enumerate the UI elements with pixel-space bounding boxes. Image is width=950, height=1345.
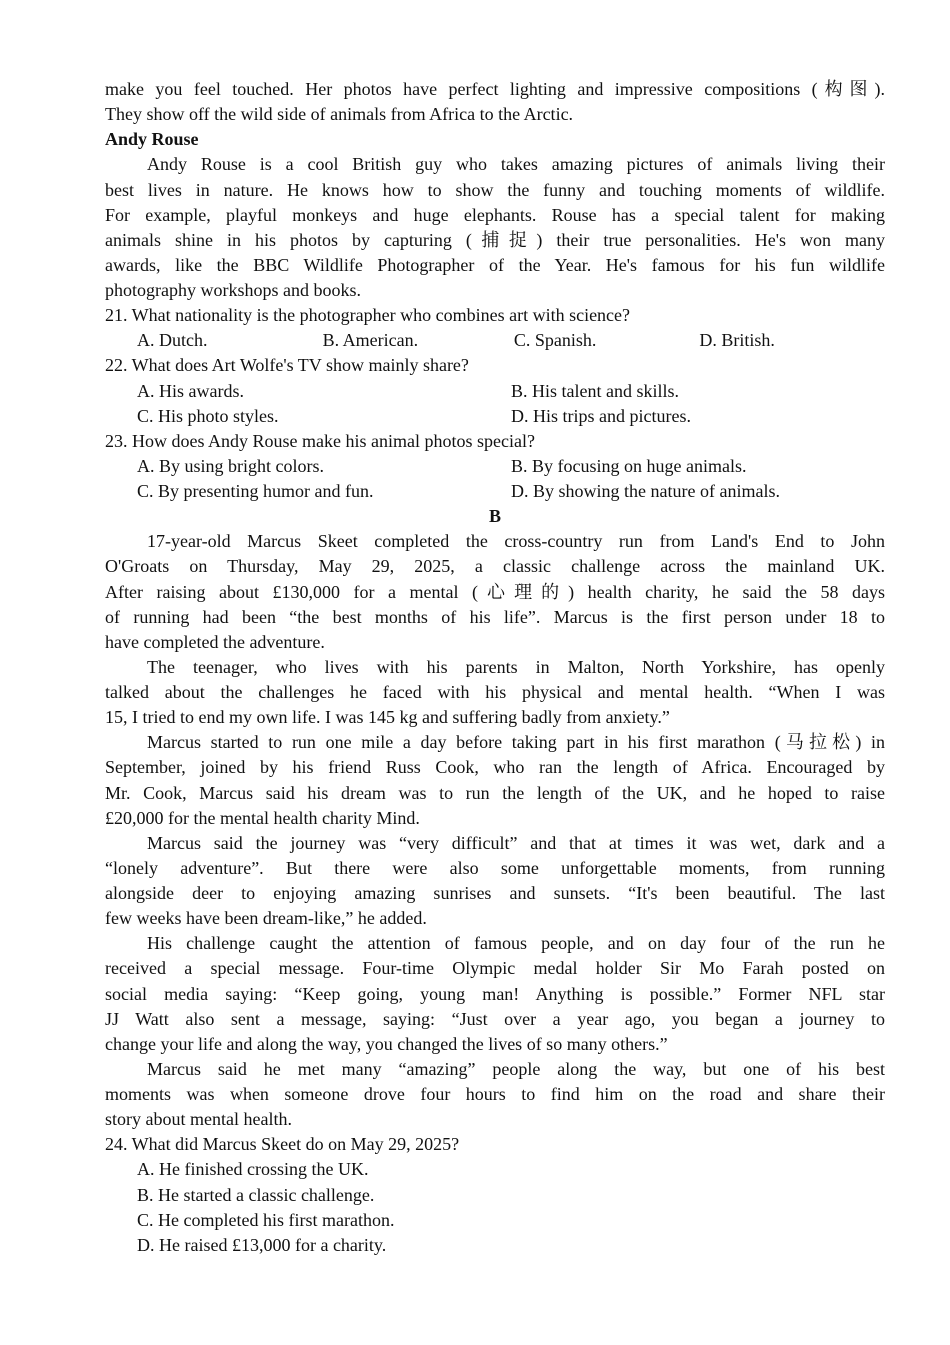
paragraph (105, 1057, 885, 1132)
text-line: O'Groats on Thursday, May 29, 2025, a classic challenge across the mainland UK. (105, 556, 885, 577)
paragraph (105, 77, 885, 127)
answer-options-row (105, 479, 885, 504)
answer-options-row (105, 454, 885, 479)
text-line: animals shine in his photos by capturing (捕捉) their true personalities. He's won many (105, 229, 885, 250)
paragraph (105, 152, 885, 303)
answer-option: C. He completed his first marathon. (137, 1209, 395, 1230)
question-stem: 23. How does Andy Rouse make his animal photos special? (105, 430, 535, 451)
answer-option: B. By focusing on huge animals. (511, 455, 747, 476)
answer-option: C. By presenting humor and fun. (137, 481, 374, 501)
answer-options-row (105, 328, 885, 353)
text-line: 17-year-old Marcus Skeet completed the cross-country run from Land's End to John (147, 531, 885, 552)
text-line: of running had been “the best months of his life”. Marcus is the first person under 18 to (105, 606, 885, 627)
text-line: Marcus started to run one mile a day before taking part in his first marathon (马拉松) in (147, 732, 885, 753)
answer-option: D. He raised £13,000 for a charity. (137, 1234, 387, 1255)
text-line: best lives in nature. He knows how to show the funny and touching moments of wildlife. (105, 179, 885, 200)
text-line: After raising about £130,000 for a mental (心理的) health charity, he said the 58 days (105, 581, 885, 602)
text-line: moments was when someone drove four hours to find him on the road and share their (105, 1084, 885, 1104)
text-line: For example, playful monkeys and huge elephants. Rouse has a special talent for making (105, 204, 885, 225)
question-stem: 24. What did Marcus Skeet do on May 29, 2025? (105, 1134, 460, 1155)
paragraph (105, 655, 885, 730)
answer-option: A. He finished crossing the UK. (137, 1159, 369, 1180)
text-line: photography workshops and books. (105, 280, 361, 300)
paragraph (105, 931, 885, 1057)
answer-option: A. Dutch. (137, 330, 208, 351)
question-stem: 21. What nationality is the photographer who combines art with science? (105, 305, 631, 326)
paragraph (105, 831, 885, 932)
answer-options-row (105, 404, 885, 429)
text-line: change your life and along the way, you changed the lives of so many others.” (105, 1033, 668, 1054)
answer-option: D. His trips and pictures. (511, 405, 691, 426)
answer-option: D. By showing the nature of animals. (511, 481, 780, 501)
text-line: His challenge caught the attention of famous people, and on day four of the run he (147, 933, 885, 954)
text-line: 15, I tried to end my own life. I was 145 kg and suffering badly from anxiety.” (105, 707, 670, 728)
text-line: £20,000 for the mental health charity Mind. (105, 807, 420, 828)
section-label: B (488, 506, 501, 527)
text-line: September, joined by his friend Russ Cook, who ran the length of Africa. Encouraged by (105, 757, 885, 778)
text-line: make you feel touched. Her photos have perfect lighting and impressive compositions (构图). (105, 79, 885, 99)
text-line: Mr. Cook, Marcus said his dream was to run the length of the UK, and he hoped to raise (105, 782, 885, 803)
text-line: Marcus said he met many “amazing” people along the way, but one of his best (147, 1058, 885, 1079)
text-line: talked about the challenges he faced with his physical and mental health. “When I was (105, 682, 885, 702)
paragraph (105, 529, 885, 655)
text-line: Andy Rouse is a cool British guy who takes amazing pictures of animals living their (147, 154, 885, 175)
answer-options-row (105, 379, 885, 404)
text-line: JJ Watt also sent a message, saying: “Just over a year ago, you began a journey to (105, 1008, 885, 1029)
text-line: few weeks have been dream-like,” he added. (105, 908, 427, 929)
text-line: alongside deer to enjoying amazing sunrises and sunsets. “It's been beautiful. The last (105, 883, 885, 903)
text-line: story about mental health. (105, 1109, 292, 1130)
text-line: “lonely adventure”. But there were also some unforgettable moments, from running (105, 857, 885, 878)
answer-option: C. His photo styles. (137, 405, 279, 426)
paragraph (105, 730, 885, 831)
answer-option: C. Spanish. (513, 330, 597, 351)
question-stem: 22. What does Art Wolfe's TV show mainly share? (105, 355, 469, 376)
text-line: social media saying: “Keep going, young man! Anything is possible.” Former NFL star (105, 983, 885, 1004)
document-page (105, 77, 885, 1258)
answer-option: B. His talent and skills. (511, 380, 679, 401)
section-heading: Andy Rouse (105, 129, 199, 150)
text-line: have completed the adventure. (105, 631, 325, 652)
answer-option: B. He started a classic challenge. (137, 1184, 375, 1205)
answer-option: B. American. (322, 330, 419, 351)
answer-option: A. His awards. (137, 380, 244, 401)
text-line: The teenager, who lives with his parents in Malton, North Yorkshire, has openly (147, 656, 885, 677)
answer-option: A. By using bright colors. (137, 455, 324, 476)
text-line: Marcus said the journey was “very difficult” and that at times it was wet, dark and a (147, 832, 885, 853)
text-line: received a special message. Four-time Olympic medal holder Sir Mo Farah posted on (105, 958, 885, 979)
text-line: awards, like the BBC Wildlife Photographer of the Year. He's famous for his fun wildlife (105, 254, 885, 275)
text-line: They show off the wild side of animals from Africa to the Arctic. (105, 104, 574, 125)
answer-option: D. British. (699, 330, 775, 351)
